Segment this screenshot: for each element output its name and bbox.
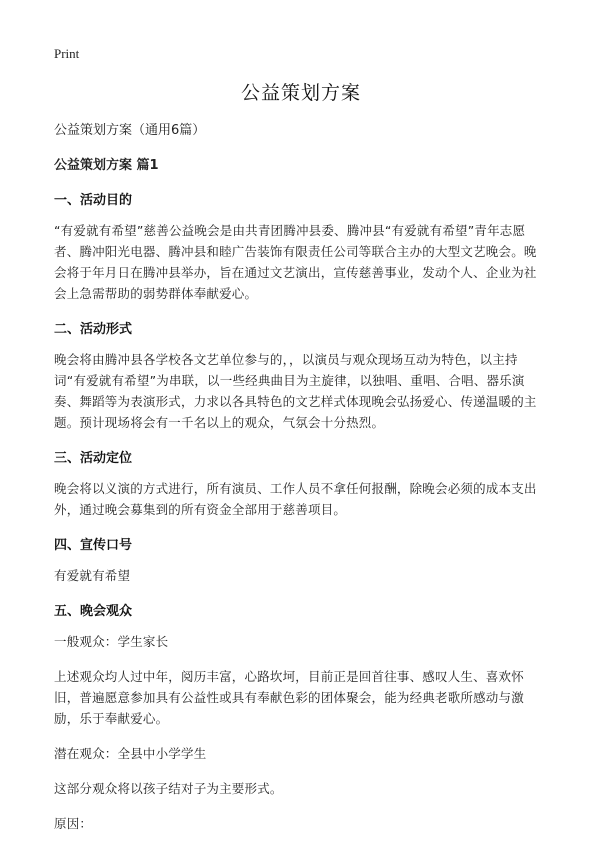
section-paragraph: 晚会将以义演的方式进行，所有演员、工作人员不拿任何报酬，除晚会必须的成本支出外，通过晚会募集到的所有资金全部用于慈善项目。	[54, 481, 537, 517]
section-paragraph: “有爱就有希望”慈善公益晚会是由共青团腾冲县委、腾冲县“有爱就有希望”青年志愿者、腾冲阳光电器、腾冲县和睦广告装饰有限责任公司等联合主办的大型文艺晚会。晚会将于年月日在腾冲县举办，旨在通过文艺演出，宣传慈善事业，发动个人、企业为社会上急需帮助的弱势群体奉献爱心。	[54, 223, 537, 301]
section-paragraph: 一般观众：学生家长	[54, 634, 169, 649]
document-subtitle: 公益策划方案（通用6篇）	[54, 123, 206, 138]
section-paragraph: 这部分观众将以孩子结对子为主要形式。	[54, 781, 283, 796]
section-paragraph: 潜在观众：全县中小学学生	[54, 746, 207, 761]
section-heading-purpose: 一、活动目的	[54, 193, 133, 208]
document-title: 公益策划方案	[240, 82, 361, 104]
section-paragraph: 有爱就有希望	[54, 568, 131, 583]
section-paragraph: 原因：	[54, 816, 93, 831]
section-paragraph: 上述观众均人过中年，阅历丰富，心路坎坷，目前正是回首往事、感叹人生、喜欢怀旧，普遍愿意参加具有公益性或具有奉献色彩的团体聚会，能为经典老歌所感动与激励，乐于奉献爱心。	[54, 669, 524, 726]
section-heading-audience: 五、晚会观众	[54, 604, 133, 619]
part-title: 公益策划方案 篇1	[54, 158, 159, 173]
section-paragraph: 晚会将由腾冲县各学校各文艺单位参与的，，以演员与观众现场互动为特色，以主持词“有爱就有希望”为串联，以一些经典曲目为主旋律，以独唱、重唱、合唱、器乐演奏、舞蹈等为表演形式，力求以各具特色的文艺样式体现晚会弘扬爱心、传递温暖的主题。预计现场将会有一千名以上的观众，气氛会十分热烈。	[54, 352, 537, 430]
print-link[interactable]: Print	[54, 46, 80, 61]
document-body	[54, 78, 548, 848]
section-heading-slogan: 四、宣传口号	[54, 538, 133, 553]
section-heading-positioning: 三、活动定位	[54, 451, 133, 466]
section-heading-form: 二、活动形式	[54, 322, 133, 337]
